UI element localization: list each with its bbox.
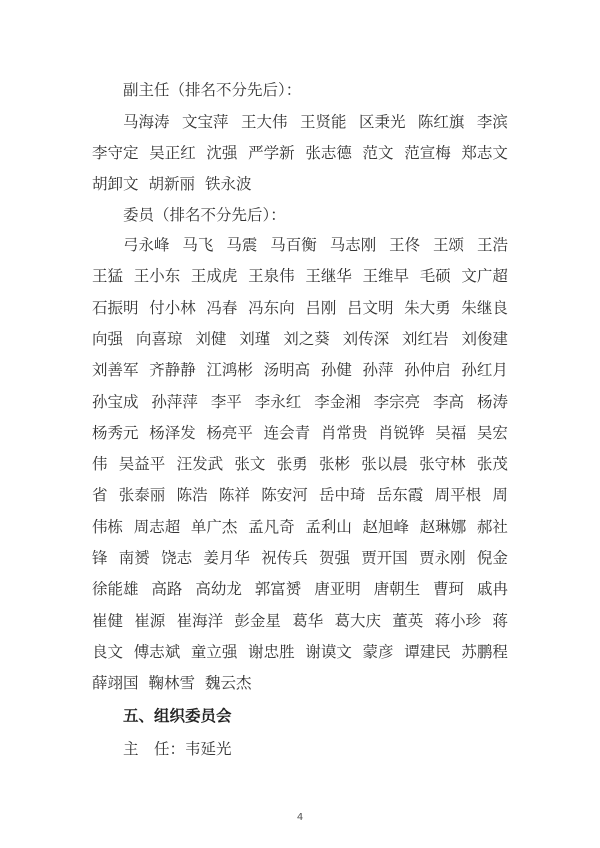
person-name: 朱大勇: [404, 298, 451, 317]
person-name: 弓永峰: [123, 236, 170, 254]
person-name: 单广杰: [190, 517, 238, 536]
person-name: 毛硕: [419, 267, 451, 286]
person-name: 王成虎: [190, 267, 238, 286]
person-name: 冯东向: [248, 298, 295, 317]
person-name: 江鸿彬: [206, 361, 253, 380]
person-name: 孙仲启: [404, 361, 451, 380]
person-name: 陈浩: [176, 486, 208, 505]
person-name: 付小林: [149, 298, 196, 317]
person-name: 苏鹏程: [461, 642, 508, 661]
person-name: 肖锐铧: [378, 423, 425, 442]
person-name: 唐朝生: [373, 580, 421, 599]
person-name: 吕刚: [305, 298, 337, 317]
person-name: 贾永刚: [419, 549, 466, 567]
members-line: [92, 358, 508, 382]
person-name: 孙萍: [362, 361, 394, 380]
person-name: 文宝萍: [181, 113, 229, 131]
members-line: [92, 296, 508, 320]
person-name: 蒋: [492, 611, 508, 630]
person-name: 齐静静: [149, 361, 196, 380]
person-name: 杨泽发: [149, 423, 196, 442]
members-line: [92, 452, 508, 476]
person-name: 张以晨: [361, 455, 408, 474]
person-name: 曹珂: [433, 580, 465, 599]
person-name: 王大伟: [240, 113, 288, 131]
person-name: 李宗亮: [373, 392, 421, 411]
person-name: 董英: [392, 611, 424, 630]
person-name: 刘红岩: [402, 329, 449, 348]
members-line: [92, 515, 508, 539]
members-line: [92, 671, 508, 695]
person-name: 郝社: [476, 517, 508, 536]
person-name: 伟: [92, 455, 108, 474]
person-name: 良文: [92, 642, 124, 661]
person-name: 李金湘: [314, 392, 361, 411]
person-name: 岳中琦: [318, 486, 366, 505]
person-name: 张志德: [305, 144, 352, 162]
person-name: 王维早: [362, 267, 410, 286]
person-name: 王浩: [476, 236, 508, 254]
person-name: 朱继良: [461, 298, 508, 317]
person-name: 童立强: [190, 642, 238, 661]
person-name: 刘之葵: [283, 329, 330, 348]
person-name: 刘善军: [92, 361, 139, 380]
person-name: 孙健: [320, 361, 352, 380]
person-name: 岳东霞: [376, 486, 424, 505]
person-name: 伟栋: [92, 517, 124, 536]
person-name: 李平: [210, 392, 242, 411]
person-name: 戚冉: [476, 580, 508, 599]
person-name: 傅志斌: [133, 642, 181, 661]
person-name: 王泉伟: [248, 267, 295, 286]
person-name: 饶志: [161, 549, 193, 567]
person-name: 高幼龙: [195, 580, 242, 599]
person-name: 吴宏: [476, 423, 508, 442]
person-name: 吴正红: [149, 144, 196, 162]
members-line: [92, 577, 508, 601]
person-name: 贺强: [318, 549, 350, 567]
person-name: 向喜琼: [135, 329, 183, 348]
person-name: 孙红月: [461, 361, 508, 380]
person-name: 蒙彦: [362, 642, 394, 661]
person-name: 薛翊国: [92, 674, 139, 693]
person-name: 鞠林雪: [148, 674, 196, 693]
person-name: 刘瑾: [239, 329, 271, 348]
person-name: 张守林: [419, 455, 466, 474]
person-name: 周志超: [133, 517, 181, 536]
person-name: 省: [92, 486, 108, 505]
person-name: 谢忠胜: [248, 642, 295, 661]
person-name: 姜月华: [203, 549, 250, 567]
person-name: 王颂: [433, 236, 465, 254]
person-name: 南赟: [118, 549, 150, 567]
person-name: 汪发武: [176, 455, 224, 474]
vice-directors-line: [92, 141, 508, 165]
person-name: 沈强: [206, 144, 238, 162]
person-name: 范文: [362, 144, 394, 162]
person-name: 李永红: [254, 392, 302, 411]
person-name: 刘俊建: [461, 329, 508, 348]
person-name: 马百衡: [270, 236, 317, 254]
vice-director-label: 副主任（排名不分先后）：: [123, 81, 302, 99]
person-name: 李守定: [92, 144, 139, 162]
members-line: [92, 483, 508, 507]
person-name: 陈祥: [218, 486, 250, 505]
person-name: 崔源: [134, 611, 166, 630]
person-name: 贾开国: [361, 549, 408, 567]
person-name: 李滨: [476, 113, 508, 131]
person-name: 魏云杰: [205, 674, 252, 693]
person-name: 冯春: [206, 298, 238, 317]
person-name: 谢谟文: [305, 642, 352, 661]
members-line: [92, 640, 508, 664]
person-name: 唐亚明: [314, 580, 361, 599]
person-name: 张茂: [476, 455, 508, 474]
person-name: 杨涛: [476, 392, 508, 411]
person-name: 严学新: [248, 144, 295, 162]
person-name: 杨亮平: [206, 423, 253, 442]
person-name: 铁永波: [205, 175, 252, 193]
person-name: 葛华: [292, 611, 324, 630]
person-name: 张勇: [276, 455, 308, 474]
members-line: [92, 609, 508, 633]
person-name: 王继华: [305, 267, 352, 286]
person-name: 马飞: [182, 236, 214, 254]
person-name: 刘传深: [342, 329, 390, 348]
person-name: 郭富赟: [254, 580, 302, 599]
person-name: 谭建民: [404, 642, 451, 661]
person-name: 葛大庆: [334, 611, 381, 630]
vice-directors-line: [123, 110, 508, 134]
person-name: 马震: [226, 236, 258, 254]
person-name: 肖常贵: [320, 423, 368, 442]
person-name: 孙宝成: [92, 392, 139, 411]
person-name: 周: [492, 486, 508, 505]
members-line: [123, 233, 508, 257]
person-name: 连会青: [263, 423, 311, 442]
person-name: 高路: [151, 580, 183, 599]
person-name: 张文: [234, 455, 266, 474]
person-name: 崔健: [92, 611, 124, 630]
person-name: 文广超: [461, 267, 508, 286]
director-label: 主 任：: [123, 740, 186, 758]
person-name: 区秉光: [358, 113, 406, 131]
person-name: 徐能雄: [92, 580, 139, 599]
person-name: 吕文明: [347, 298, 394, 317]
person-name: 汤明高: [263, 361, 311, 380]
person-name: 陈安河: [261, 486, 308, 505]
person-name: 杨秀元: [92, 423, 139, 442]
members-line: [92, 327, 508, 351]
person-name: 范宣梅: [404, 144, 451, 162]
person-name: 周平根: [434, 486, 482, 505]
person-name: 向强: [92, 329, 124, 348]
person-name: 石振明: [92, 298, 139, 317]
person-name: 孟利山: [305, 517, 352, 536]
person-name: 吴福: [435, 423, 467, 442]
members-line: [92, 390, 508, 414]
person-name: 张泰丽: [118, 486, 166, 505]
members-label: 委员（排名不分先后）：: [123, 206, 286, 224]
director-name: 韦延光: [185, 740, 232, 758]
person-name: 吴益平: [118, 455, 166, 474]
person-name: 孟凡奇: [248, 517, 295, 536]
person-name: 赵琳娜: [419, 517, 467, 536]
person-name: 孙萍萍: [151, 392, 198, 411]
page-number: 4: [296, 812, 304, 823]
person-name: 胡卸文: [92, 175, 139, 193]
members-line: [92, 264, 508, 288]
person-name: 王贤能: [299, 113, 347, 131]
person-name: 王佟: [389, 236, 421, 254]
director-line: [123, 737, 232, 761]
members-line: [92, 421, 508, 445]
person-name: 彭金星: [234, 611, 281, 630]
members-line: [92, 546, 508, 570]
person-name: 陈红旗: [417, 113, 465, 131]
person-name: 倪金: [476, 549, 508, 567]
person-name: 王小东: [133, 267, 181, 286]
section-heading: 五、组织委员会: [123, 707, 232, 725]
vice-directors-line: [92, 172, 508, 196]
person-name: 锋: [92, 549, 108, 567]
person-name: 祝传兵: [261, 549, 308, 567]
person-name: 马海涛: [123, 113, 170, 131]
person-name: 王猛: [92, 267, 124, 286]
person-name: 胡新丽: [148, 175, 196, 193]
person-name: 马志刚: [329, 236, 377, 254]
person-name: 刘健: [195, 329, 227, 348]
person-name: 赵旭峰: [362, 517, 410, 536]
person-name: 张彬: [318, 455, 350, 474]
person-name: 李高: [433, 392, 465, 411]
person-name: 崔海洋: [176, 611, 224, 630]
person-name: 蒋小珍: [434, 611, 482, 630]
person-name: 郑志文: [461, 144, 508, 162]
